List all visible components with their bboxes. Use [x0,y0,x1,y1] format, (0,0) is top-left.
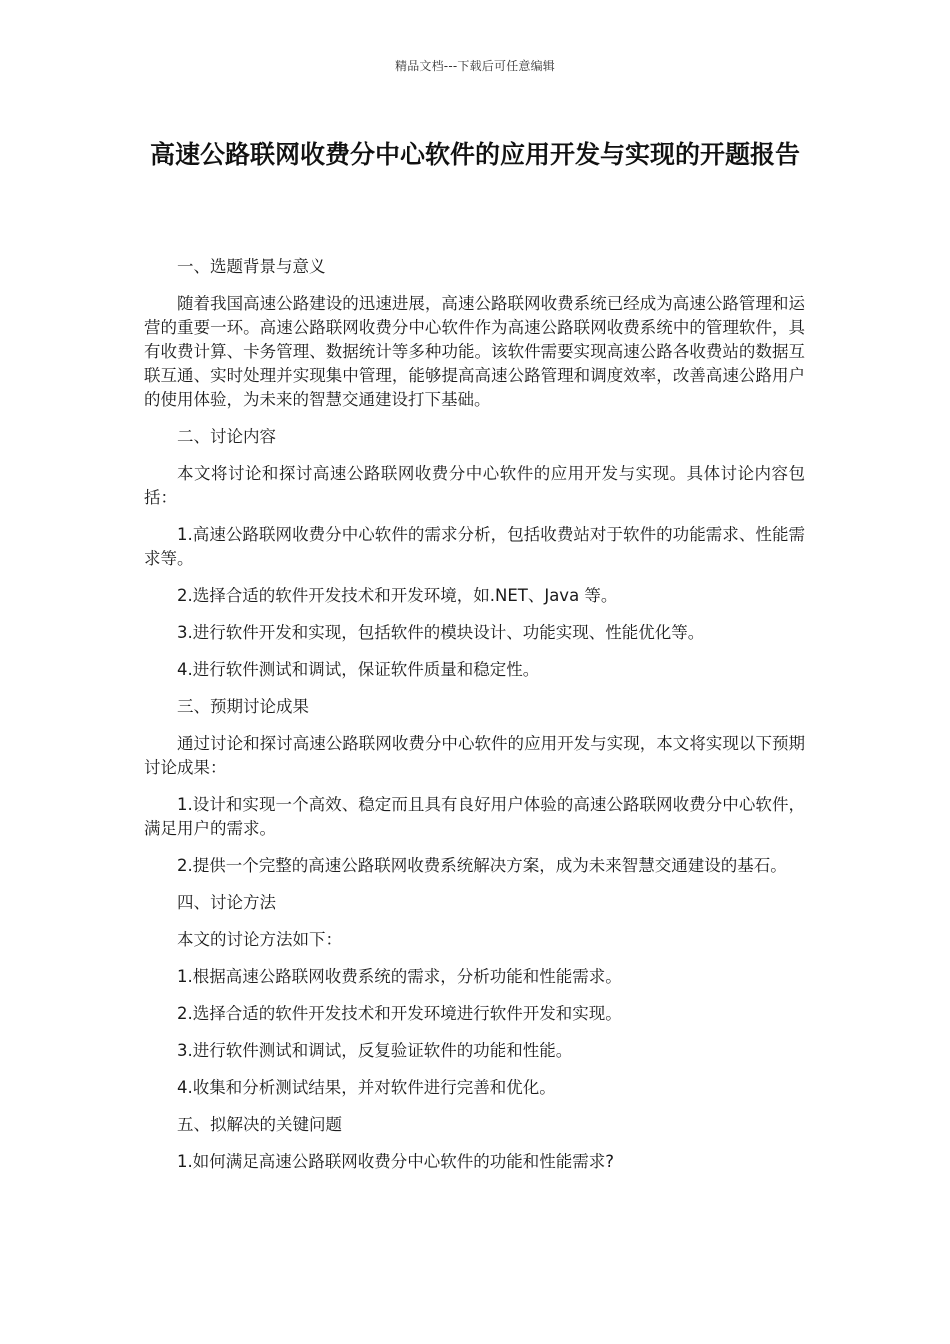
paragraph-background: 随着我国高速公路建设的迅速进展，高速公路联网收费系统已经成为高速公路管理和运营的重要一环。高速公路联网收费分中心软件作为高速公路联网收费系统中的管理软件，具有收费计算、卡务管理、数据统计等多种功能。该软件需要实现高速公路各收费站的数据互联互通、实时处理并实现集中管理，能够提高高速公路管理和调度效率，改善高速公路用户的使用体验，为未来的智慧交通建设打下基础。 [144,294,805,409]
list-item-content-4: 4.进行软件测试和调试，保证软件质量和稳定性。 [177,660,540,679]
document-title: 高速公路联网收费分中心软件的应用开发与实现的开题报告 [150,140,801,169]
list-item-methods-1: 1.根据高速公路联网收费系统的需求，分析功能和性能需求。 [177,967,622,986]
list-item-content-1: 1.高速公路联网收费分中心软件的需求分析，包括收费站对于软件的功能需求、性能需求等。 [144,525,805,568]
list-item-results-1: 1.设计和实现一个高效、稳定而且具有良好用户体验的高速公路联网收费分中心软件，满足用户的需求。 [144,795,805,838]
list-item-methods-3: 3.进行软件测试和调试，反复验证软件的功能和性能。 [177,1041,573,1060]
list-item-methods-2: 2.选择合适的软件开发技术和开发环境进行软件开发和实现。 [177,1004,622,1023]
document-body [144,255,805,1187]
paragraph-results-intro: 通过讨论和探讨高速公路联网收费分中心软件的应用开发与实现，本文将实现以下预期讨论成果： [144,734,805,777]
section-heading-content: 二、讨论内容 [177,427,276,446]
paragraph-methods-intro: 本文的讨论方法如下： [177,930,342,949]
list-item-methods-4: 4.收集和分析测试结果，并对软件进行完善和优化。 [177,1078,556,1097]
section-heading-key-problems: 五、拟解决的关键问题 [177,1115,342,1134]
section-heading-background: 一、选题背景与意义 [177,257,326,276]
section-heading-methods: 四、讨论方法 [177,893,276,912]
header-note: 精品文档---下载后可任意编辑 [395,59,555,73]
paragraph-content-intro: 本文将讨论和探讨高速公路联网收费分中心软件的应用开发与实现。具体讨论内容包括： [144,464,805,507]
list-item-content-2: 2.选择合适的软件开发技术和开发环境，如.NET、Java 等。 [177,586,618,605]
list-item-content-3: 3.进行软件开发和实现，包括软件的模块设计、功能实现、性能优化等。 [177,623,705,642]
section-heading-results: 三、预期讨论成果 [177,697,309,716]
list-item-key-problems-1: 1.如何满足高速公路联网收费分中心软件的功能和性能需求? [177,1152,615,1171]
list-item-results-2: 2.提供一个完整的高速公路联网收费系统解决方案，成为未来智慧交通建设的基石。 [177,856,787,875]
